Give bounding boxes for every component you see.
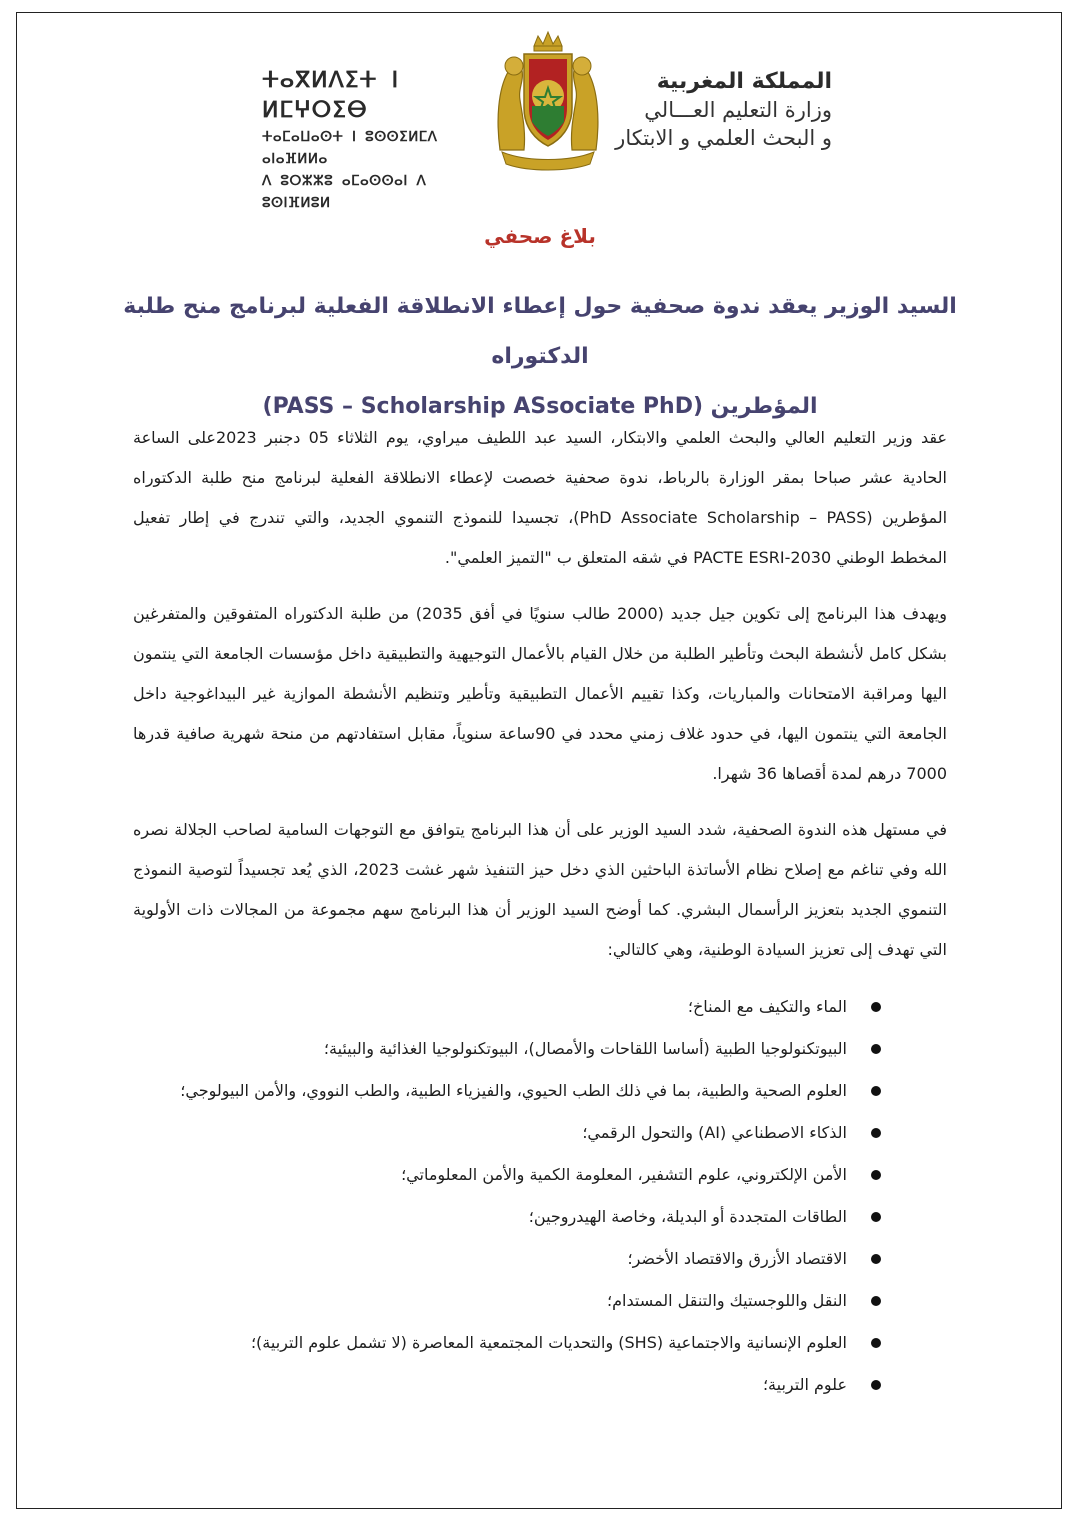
list-item-text: علوم التربية؛: [762, 1375, 847, 1394]
kingdom-name: المملكة المغربية: [656, 69, 832, 94]
bullet-icon: [871, 1170, 881, 1180]
bullet-icon: [871, 1380, 881, 1390]
bullet-icon: [871, 1128, 881, 1138]
document-title: [120, 282, 960, 432]
tifinagh-ministry-line2: ⴷ ⵓⵔⵣⵣⵓ ⴰⵎⴰⵙⵙⴰⵏ ⴷ ⵓⵙⵏⴼⵍⵓⵍ: [262, 173, 427, 211]
list-item: [133, 1028, 947, 1070]
title-line1: السيد الوزير يعقد ندوة صحفية حول إعطاء الانطلاقة الفعلية لبرنامج منح طلبة الدكتوراه: [123, 294, 957, 369]
list-item: [133, 1112, 947, 1154]
list-item: [133, 1196, 947, 1238]
list-item: [133, 1238, 947, 1280]
document-body: [133, 418, 947, 1406]
bullet-icon: [871, 1338, 881, 1348]
list-item: [133, 1070, 947, 1112]
title-line2: المؤطرين (PASS – Scholarship ASsociate PhD): [262, 394, 818, 419]
list-item-text: الأمن الإلكتروني، علوم التشفير، المعلومة الكمية والأمن المعلوماتي؛: [401, 1165, 847, 1184]
list-item-text: العلوم الإنسانية والاجتماعية (SHS) والتحديات المجتمعية المعاصرة (لا تشمل علوم التربية)؛: [250, 1333, 847, 1352]
list-item-text: الطاقات المتجددة أو البديلة، وخاصة الهيدروجين؛: [528, 1207, 847, 1226]
list-item: [133, 1280, 947, 1322]
list-item: [133, 986, 947, 1028]
paragraph-2: ويهدف هذا البرنامج إلى تكوين جيل جديد (2000 طالب سنويًا في أفق 2035) من طلبة الدكتوراه المتفوقين والمتفرغين بشكل كامل لأنشطة البحث وتأطير الطلبة من خلال القيام بالأعمال التوجيهية والتطبيقية داخل مؤسسات الجامعة التي ينتمون اليها ومراقبة الامتحانات والمباريات، وكذا تقييم الأعمال التطبيقية وتأطير وتنظيم الأنشطة الموازية غير البيداغوجية داخل الجامعة التي ينتمون اليها، في حدود غلاف زمني محدد في 90ساعة سنوياً، مقابل استفادتهم من منحة شهرية صافية قدرها 7000 درهم لمدة أقصاها 36 شهرا.: [133, 604, 948, 783]
tifinagh-ministry-line1: ⵜⴰⵎⴰⵡⴰⵙⵜ ⵏ ⵓⵙⵙⵉⵍⵎⴷ ⴰⵏⴰⴼⵍⵍⴰ: [262, 129, 438, 167]
priority-areas-list: [133, 986, 947, 1406]
list-item-text: الاقتصاد الأزرق والاقتصاد الأخضر؛: [627, 1249, 847, 1268]
list-item: [133, 1364, 947, 1406]
tifinagh-kingdom: ⵜⴰⴳⵍⴷⵉⵜ ⵏ ⵍⵎⵖⵔⵉⴱ: [262, 68, 400, 123]
letterhead: [0, 0, 1080, 211]
paragraph-1: عقد وزير التعليم العالي والبحث العلمي والابتكار، السيد عبد اللطيف ميراوي، يوم الثلاثاء 05 دجنبر 2023على الساعة الحادية عشر صباحا بمقر الوزارة بالرباط، ندوة صحفية خصصت لإعطاء الانطلاقة الفعلية لبرنامج منح طلبة الدكتوراه المؤطرين (PhD Associate Scholarship – PASS)، تجسيدا للنموذج التنموي الجديد، والتي تندرج في إطار تفعيل المخطط الوطني PACTE ESRI-2030 في شقه المتعلق ب "التميز العلمي".: [133, 428, 948, 567]
ministry-line2: و البحث العلمي و الابتكار: [615, 126, 832, 150]
bullet-icon: [871, 1086, 881, 1096]
tifinagh-header: [262, 66, 472, 214]
press-release-label: بلاغ صحفي: [484, 224, 596, 248]
list-item: [133, 1322, 947, 1364]
list-item: [133, 1154, 947, 1196]
bullet-icon: [871, 1044, 881, 1054]
list-item-text: البيوتكنولوجيا الطبية (أساسا اللقاحات والأمصال)، البيوتكنولوجيا الغذائية والبيئية؛: [323, 1039, 847, 1058]
list-item-text: الذكاء الاصطناعي (AI) والتحول الرقمي؛: [582, 1123, 847, 1142]
list-item-text: الماء والتكيف مع المناخ؛: [687, 997, 847, 1016]
bullet-icon: [871, 1254, 881, 1264]
bullet-icon: [871, 1296, 881, 1306]
bullet-icon: [871, 1212, 881, 1222]
ministry-line1: وزارة التعليم العـــالي: [644, 98, 832, 122]
list-item-text: النقل واللوجستيك والتنقل المستدام؛: [607, 1291, 847, 1310]
bullet-icon: [871, 1002, 881, 1012]
arabic-header: [572, 68, 832, 152]
list-item-text: العلوم الصحية والطبية، بما في ذلك الطب الحيوي، والفيزياء الطبية، والطب النووي، والأمن البيولوجي؛: [180, 1081, 847, 1100]
paragraph-3: في مستهل هذه الندوة الصحفية، شدد السيد الوزير على أن هذا البرنامج يتوافق مع التوجهات السامية لصاحب الجلالة نصره الله وفي تناغم مع إصلاح نظام الأساتذة الباحثين الذي دخل حيز التنفيذ شهر غشت 2023، الذي يُعد تجسيداً لتوصية النموذج التنموي الجديد بتعزيز الرأسمال البشري. كما أوضح السيد الوزير أن هذا البرنامج سهم مجموعة من المجالات ذات الأولوية التي تهدف إلى تعزيز السيادة الوطنية، وهي كالتالي:: [133, 820, 947, 959]
